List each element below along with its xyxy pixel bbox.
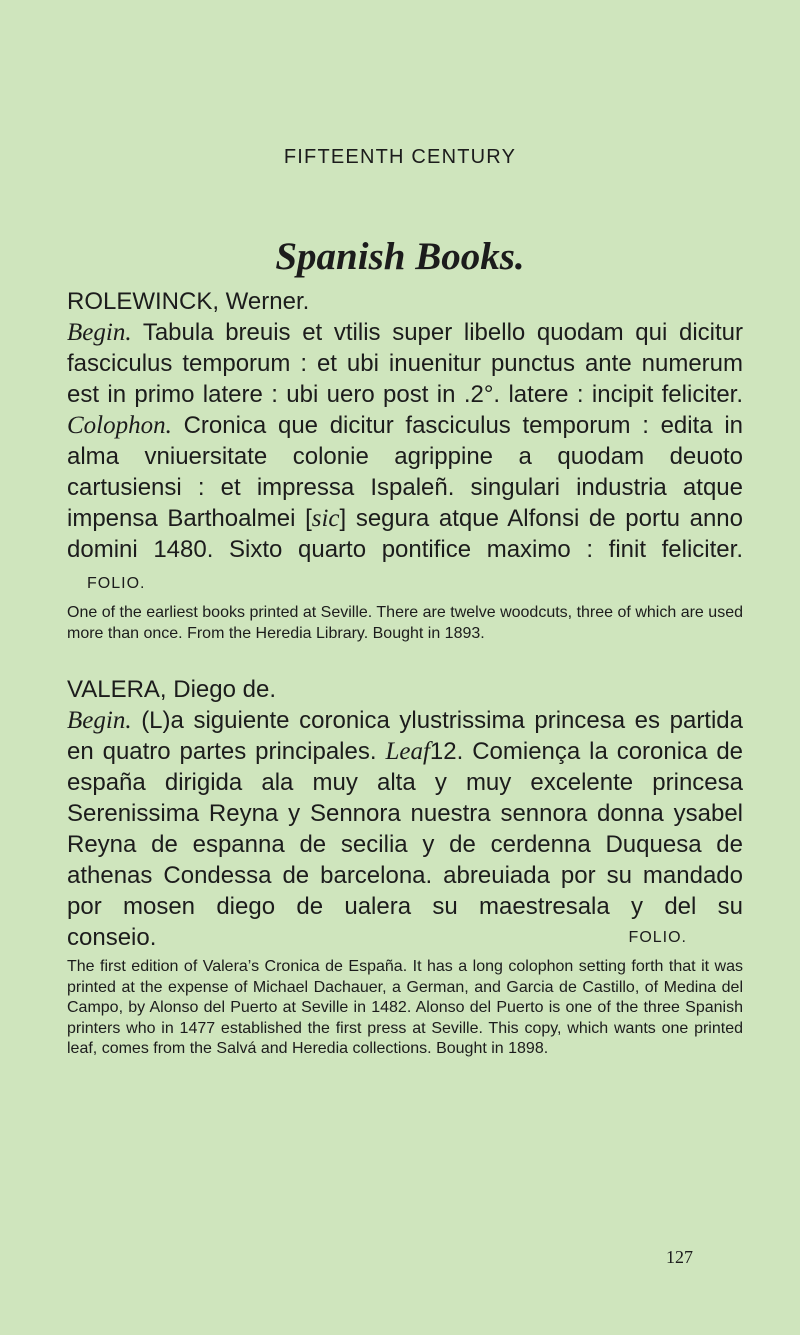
chronicle-text-end: conseio. <box>67 924 157 951</box>
format-label: FOLIO. <box>87 575 146 592</box>
incipit-text: (L)a siguiente coronica ylustrissima princesa es partida en quatro partes principales. <box>67 707 744 765</box>
entry-heading: ROLEWINCK, Werner. <box>67 288 310 315</box>
sic-mark: sic <box>311 505 340 532</box>
running-head: FIFTEENTH CENTURY <box>283 146 517 168</box>
section-title: Spanish Books. <box>275 235 525 278</box>
colophon-text: Cronica que dicitur fasciculus temporum : edita in alma vniuersitate colonie agrippine a quodam deuoto cartusiensi : et impressa Ispaleñ. singulari industria atque impensa Barthoalmei [ <box>67 412 743 532</box>
chronicle-text: Comiença la coronica de españa dirigida ala muy alta y muy excelente princesa Serenissima Reyna y Sennora nuestra sennora donna ysabel Reyna de espanna de secilia y de cerdenna Duquesa de athenas Condessa de barcelona. abreuiada por su mandado por mosen diego de ualera su maestresala y del su <box>67 738 744 920</box>
entry-note: The first edition of Valera’s Cronica de España. It has a long colophon setting forth that it was printed at the expense of Michael Dachauer, a German, and Garcia de Castillo, of Medina del Campo, by Alonso del Puerto at Seville in 1482. Alonso del Puerto is one of the three Spanish printers who in 1477 established the first press at Seville. This copy, which wants one printed leaf, comes from the Salvá and Heredia collections. Bought in 1898. <box>67 958 743 1057</box>
catalogue-entry-valera <box>67 674 743 1060</box>
leaf-label: Leaf <box>385 738 430 765</box>
entry-note: One of the earliest books printed at Seville. There are twelve woodcuts, three of which are used more than once. From the Heredia Library. Bought in 1893. <box>67 604 743 642</box>
catalogue-entry-rolewinck <box>67 286 743 644</box>
folio-line <box>67 922 743 953</box>
begin-label: Begin. <box>67 319 132 346</box>
incipit-text: Tabula breuis et vtilis super libello quodam qui dicitur fasciculus temporum : et ubi inuenitur punctus ante numerum est in primo latere : ubi uero post in .2°. latere : incipit feliciter. <box>67 319 744 408</box>
leaf-number: 12. <box>429 738 464 765</box>
entry-body <box>67 705 743 922</box>
colophon-label: Colophon. <box>67 412 172 439</box>
entry-heading: VALERA, Diego de. <box>67 676 277 703</box>
colophon-text-end: ] segura atque Alfonsi de portu anno domini 1480. Sixto quarto pontifice maximo : finit feliciter. <box>67 505 743 563</box>
format-label: FOLIO. <box>628 929 687 946</box>
page-number: 127 <box>666 1247 693 1267</box>
entry-body <box>67 317 743 599</box>
begin-label: Begin. <box>67 707 132 734</box>
